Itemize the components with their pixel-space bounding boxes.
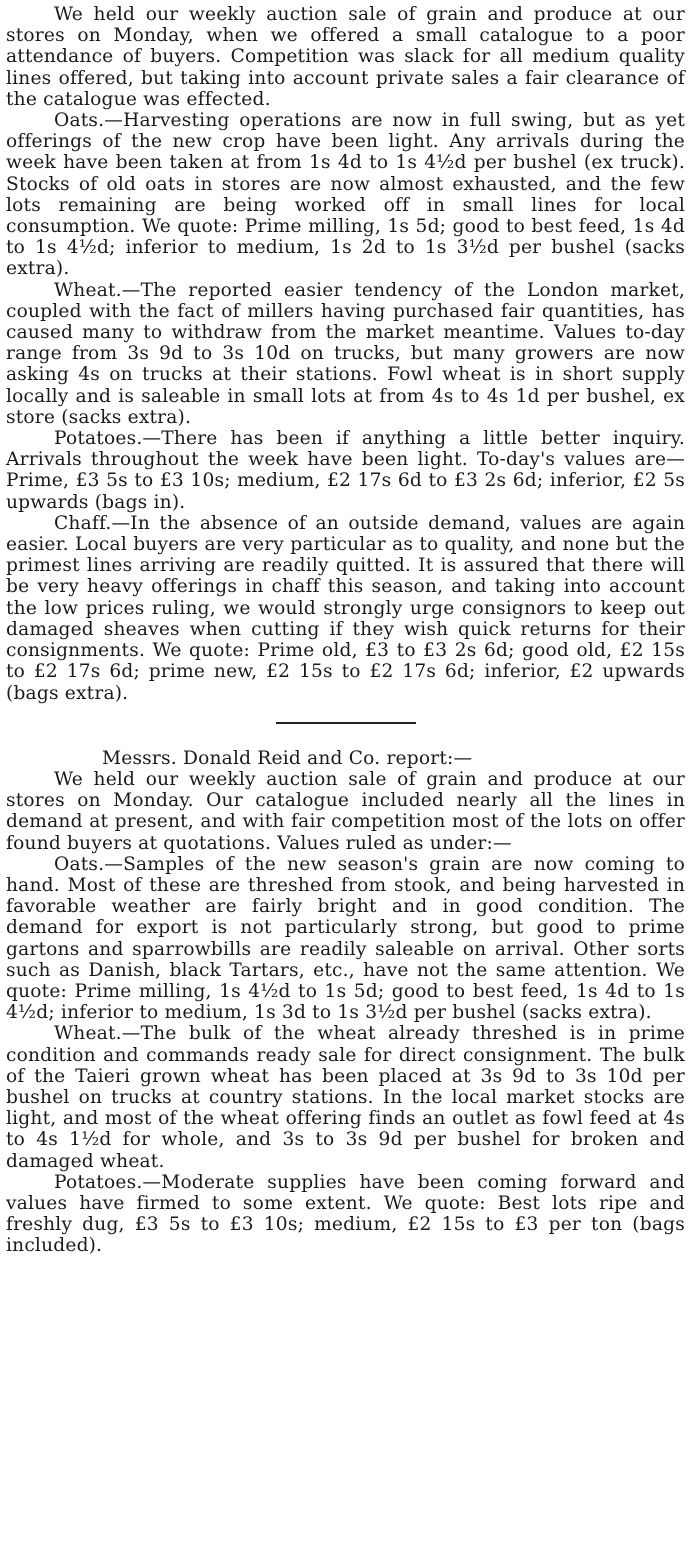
chaff-paragraph: Chaff.—In the absence of an outside demand, values are again easier. Local buyers are very particular as to quality, and none but the primest lines arriving are readily quitted. It is assured that there will be very heavy offerings in chaff this season, and taking into account the low prices ruling, we would strongly urge consignors to keep out damaged sheaves when cutting if they wish quick returns for their consignments. We quote: Prime old, £3 to £3 2s 6d; good old, £2 15s to £2 17s 6d; prime new, £2 15s to £2 17s 6d; inferior, £2 upwards (bags extra).	[6, 512, 685, 704]
intro-paragraph: We held our weekly auction sale of grain and produce at our stores on Monday. Our catalogue included nearly all the lines in demand at present, and with fair competition most of the lots on offer found buyers at quotations. Values ruled as under:—	[6, 768, 685, 854]
oats-paragraph: Oats.—Harvesting operations are now in full swing, but as yet offerings of the new crop have been light. Any arrivals during the week have been taken at from 1s 4d to 1s 4½d per bushel (ex truck). Stocks of old oats in stores are now almost exhausted, and the few lots remaining are being worked off in small lines for local consumption. We quote: Prime milling, 1s 5d; good to best feed, 1s 4d to 1s 4½d; inferior to medium, 1s 2d to 1s 3½d per bushel (sacks extra).	[6, 110, 685, 280]
report-byline: Messrs. Donald Reid and Co. report:—	[102, 747, 473, 769]
potatoes-paragraph: Potatoes.—There has been if anything a little better inquiry. Arrivals throughout the week have been light. To-day's values are—Prime, £3 5s to £3 10s; medium, £2 17s 6d to £3 2s 6d; inferior, £2 5s upwards (bags in).	[6, 428, 685, 513]
market-report-section-1	[6, 4, 685, 704]
wheat-paragraph: Wheat.—The bulk of the wheat already threshed is in prime condition and commands ready sale for direct consignment. The bulk of the Taieri grown wheat has been placed at 3s 9d to 3s 10d per bushel on trucks at country stations. In the local market stocks are light, and most of the wheat offering finds an outlet as fowl feed at 4s to 4s 1½d for whole, and 3s to 3s 9d per bushel for broken and damaged wheat.	[6, 1023, 685, 1172]
oats-paragraph: Oats.—Samples of the new season's grain are now coming to hand. Most of these are threshed from stook, and being harvested in favorable weather are fairly bright and in good condition. The demand for export is not particularly strong, but good to prime gartons and sparrowbills are readily saleable on arrival. Other sorts such as Danish, black Tartars, etc., have not the same attention. We quote: Prime milling, 1s 4½d to 1s 5d; good to best feed, 1s 4d to 1s 4½d; inferior to medium, 1s 3d to 1s 3½d per bushel (sacks extra).	[6, 853, 685, 1024]
intro-paragraph: We held our weekly auction sale of grain and produce at our stores on Monday, when we offered a small catalogue to a poor attendance of buyers. Competition was slack for all medium quality lines offered, but taking into account private sales a fair clearance of the catalogue was effected.	[6, 4, 685, 110]
section-divider	[276, 722, 416, 724]
wheat-paragraph: Wheat.—The reported easier tendency of the London market, coupled with the fact of millers having purchased fair quantities, has caused many to withdraw from the market meantime. Values to-day range from 3s 9d to 3s 10d on trucks, but many growers are now asking 4s on trucks at their stations. Fowl wheat is in short supply locally and is saleable in small lots at from 4s to 4s 1d per bushel, ex store (sacks extra).	[6, 279, 685, 428]
market-report-section-2	[6, 748, 685, 1257]
potatoes-paragraph: Potatoes.—Moderate supplies have been coming forward and values have firmed to some extent. We quote: Best lots ripe and freshly dug, £3 5s to £3 10s; medium, £2 15s to £3 per ton (bags included).	[6, 1171, 685, 1257]
